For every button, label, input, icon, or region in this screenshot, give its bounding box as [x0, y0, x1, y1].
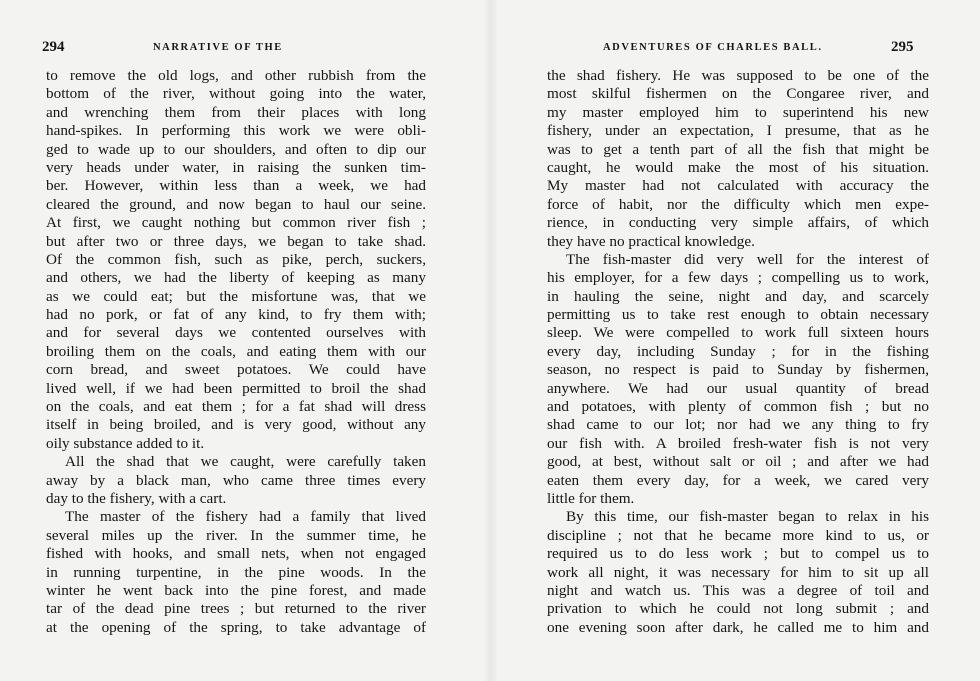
- text-line: work all night, it was necessary for him to sit up all: [547, 563, 929, 581]
- text-line: as we could eat; but the misfortune was, that we: [46, 287, 426, 305]
- text-line: hand-spikes. In performing this work we were obli-: [46, 122, 426, 140]
- text-line: Of the common fish, such as pike, perch, suckers,: [46, 250, 426, 268]
- text-line: night and watch us. This was a degree of toil and: [547, 581, 929, 599]
- text-line: sleep. We were compelled to work full sixteen hours: [547, 324, 929, 342]
- text-line: anywhere. We had our usual quantity of bread: [547, 379, 929, 397]
- text-line: his employer, for a few days ; compelling us to work,: [547, 269, 929, 287]
- text-line: and potatoes, with plenty of common fish ; but no: [547, 398, 929, 416]
- text-line: every day, including Sunday ; for in the fishing: [547, 342, 929, 360]
- text-line: at the opening of the spring, to take advantage of: [46, 618, 426, 636]
- text-line: The master of the fishery had a family that lived: [65, 508, 426, 526]
- text-line: oily substance added to it.: [46, 434, 205, 452]
- text-line: All the shad that we caught, were carefully taken: [65, 453, 426, 471]
- text-line: required us to do less work ; but to compel us to: [547, 545, 929, 563]
- right-page-body: [547, 67, 929, 637]
- text-line: ber. However, within less than a week, we had: [46, 177, 426, 195]
- text-line: By this time, our fish-master began to relax in his: [566, 508, 929, 526]
- text-line: one evening soon after dark, he called me to him and: [547, 618, 929, 636]
- text-line: to remove the old logs, and other rubbish from the: [46, 67, 426, 84]
- text-line: good, at best, without salt or oil ; and after we had: [547, 453, 929, 471]
- left-page-body: [46, 67, 426, 637]
- right-page: [490, 0, 980, 681]
- left-running-head: NARRATIVE OF THE: [153, 42, 283, 53]
- text-line: cleared the ground, and now began to haul our seine.: [46, 195, 426, 213]
- text-line: very heads under water, in raising the sunken tim-: [46, 158, 426, 176]
- text-line: in hauling the seine, night and day, and scarcely: [547, 287, 929, 305]
- right-page-number: 295: [891, 39, 914, 55]
- text-line: fished with hooks, and small nets, when not engaged: [46, 545, 426, 563]
- text-line: fishery, under an expectation, I presume, that as he: [547, 122, 929, 140]
- text-line: rience, in conducting very simple affairs, of which: [547, 214, 929, 232]
- text-line: they have no practical knowledge.: [547, 232, 755, 250]
- text-line: permitting us to take rest enough to obtain necessary: [547, 306, 929, 324]
- text-line: several miles up the river. In the summer time, he: [46, 526, 426, 544]
- text-line: and wrenching them from their places with long: [46, 103, 426, 121]
- text-line: was to get a tenth part of all the fish that might be: [547, 140, 929, 158]
- text-line: itself in being broiled, and is very good, without any: [46, 416, 426, 434]
- text-line: little for them.: [547, 489, 635, 507]
- text-line: At first, we caught nothing but common river fish ;: [46, 214, 426, 232]
- text-line: and for several days we contented ourselves with: [46, 324, 426, 342]
- text-line: winter he went back into the pine forest, and made: [46, 581, 426, 599]
- text-line: privation to which he could not long submit ; and: [547, 600, 929, 618]
- text-line: eaten them every day, for a week, we cared very: [547, 471, 929, 489]
- text-line: but after two or three days, we began to take shad.: [46, 232, 426, 250]
- text-line: away by a black man, who came three times every: [46, 471, 426, 489]
- text-line: on the coals, and eat them ; for a fat shad will dress: [46, 398, 426, 416]
- text-line: and others, we had the liberty of keeping as many: [46, 269, 426, 287]
- text-line: most skilful fishermen on the Congaree river, and: [547, 85, 929, 103]
- text-line: day to the fishery, with a cart.: [46, 489, 227, 507]
- text-line: force of habit, nor the difficulty which men expe-: [547, 195, 929, 213]
- text-line: My master had not calculated with accuracy the: [547, 177, 929, 195]
- text-line: tar of the dead pine trees ; but returned to the river: [46, 600, 426, 618]
- left-page-number: 294: [42, 39, 65, 55]
- text-line: shad came to our lot; nor had we any thing to fry: [547, 416, 929, 434]
- text-line: our fish with. A broiled fresh-water fish is not very: [547, 434, 929, 452]
- text-line: caught, he would make the most of his situation.: [547, 158, 929, 176]
- text-line: season, no respect is paid to Sunday by fishermen,: [547, 361, 929, 379]
- text-line: my master employed him to superintend his new: [547, 103, 929, 121]
- text-line: corn bread, and sweet potatoes. We could have: [46, 361, 426, 379]
- text-line: broiling them on the coals, and eating them with our: [46, 342, 426, 360]
- text-line: in running turpentine, in the pine woods. In the: [46, 563, 426, 581]
- text-line: ged to wade up to our shoulders, and often to dip our: [46, 140, 426, 158]
- text-line: had no pork, or fat of any kind, to fry them with;: [46, 306, 426, 324]
- text-line: discipline ; not that he became more kind to us, or: [547, 526, 929, 544]
- text-line: lived well, if we had been permitted to broil the shad: [46, 379, 426, 397]
- text-line: bottom of the river, without going into the water,: [46, 85, 426, 103]
- text-line: the shad fishery. He was supposed to be one of the: [547, 67, 929, 84]
- right-running-head: ADVENTURES OF CHARLES BALL.: [603, 42, 823, 53]
- text-line: The fish-master did very well for the interest of: [566, 250, 929, 268]
